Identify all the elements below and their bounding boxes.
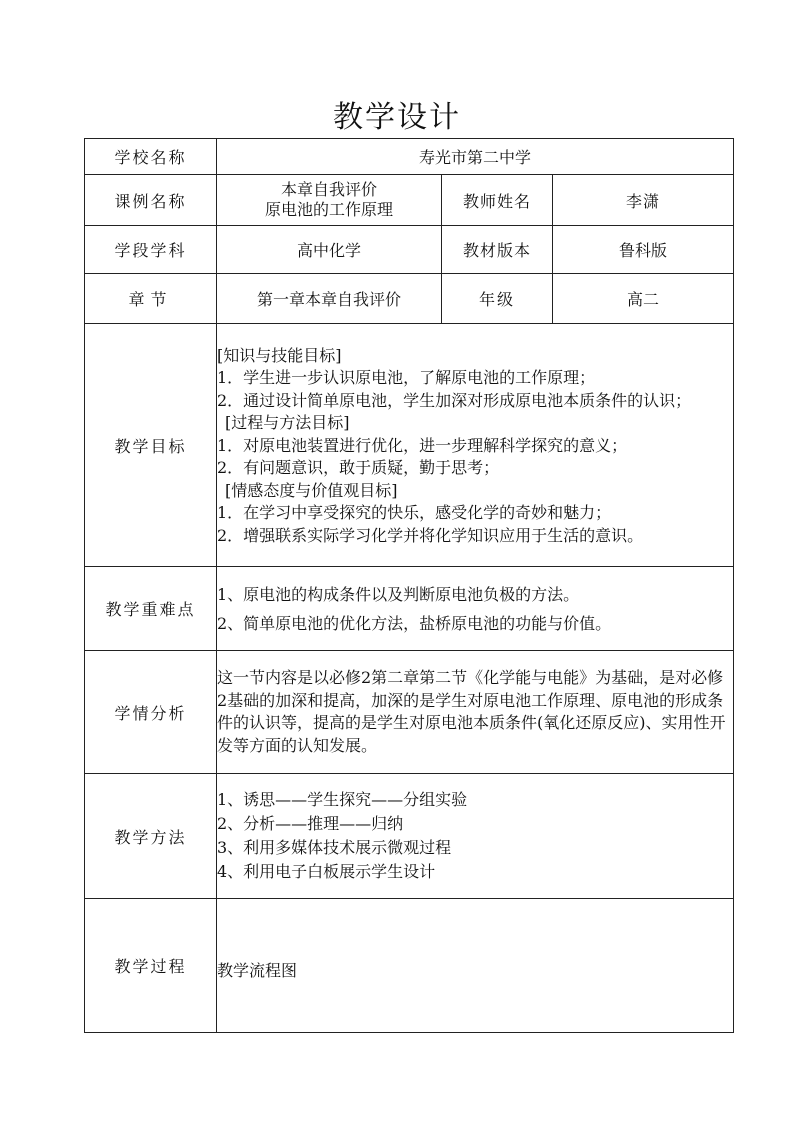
keypoints-content (217, 567, 734, 651)
goals-heading-emotion: [情感态度与价值观目标] (225, 480, 398, 500)
course-value-line1: 本章自我评价 (280, 180, 377, 199)
lesson-plan-table (84, 138, 734, 1033)
edition-value: 鲁科版 (553, 226, 734, 274)
analysis-label: 学情分析 (85, 651, 217, 774)
keypoints-label: 教学重难点 (85, 567, 217, 651)
school-label: 学校名称 (85, 139, 217, 175)
process-content: 教学流程图 (217, 899, 734, 1033)
keypoint-item: 2、简单原电池的优化方法，盐桥原电池的功能与价值。 (217, 613, 612, 633)
row-subject (85, 226, 734, 274)
page-title: 教学设计 (333, 100, 461, 135)
keypoint-item: 1、原电池的构成条件以及判断原电池负极的方法。 (217, 584, 580, 604)
goals-item: 2．有问题意识，敢于质疑，勤于思考； (217, 458, 500, 478)
course-label: 课例名称 (85, 175, 217, 226)
methods-content (217, 774, 734, 899)
goals-item: 2．通过设计简单原电池，学生加深对形成原电池本质条件的认识； (217, 390, 692, 410)
subject-value: 高中化学 (217, 226, 442, 274)
row-process (85, 899, 734, 1033)
goals-item: 1．对原电池装置进行优化，进一步理解科学探究的意义； (217, 435, 628, 455)
grade-value: 高二 (553, 274, 734, 324)
grade-label: 年级 (442, 274, 553, 324)
method-item: 2、分析——推理——归纳 (217, 814, 404, 833)
school-value: 寿光市第二中学 (217, 139, 734, 175)
row-course (85, 175, 734, 226)
teacher-value: 李潇 (553, 175, 734, 226)
course-value-line2: 原电池的工作原理 (264, 200, 393, 219)
goals-label: 教学目标 (85, 324, 217, 567)
row-school (85, 139, 734, 175)
chapter-value: 第一章本章自我评价 (217, 274, 442, 324)
analysis-content: 这一节内容是以必修2第二章第二节《化学能与电能》为基础，是对必修2基础的加深和提高，加深的是学生对原电池工作原理、原电池的形成条件的认识等，提高的是学生对原电池本质条件(氧化还原反应)、实用性开发等方面的认知发展。 (217, 651, 734, 774)
row-chapter (85, 274, 734, 324)
method-item: 3、利用多媒体技术展示微观过程 (217, 838, 452, 857)
methods-label: 教学方法 (85, 774, 217, 899)
chapter-label: 章节 (85, 274, 217, 324)
row-keypoints (85, 567, 734, 651)
row-analysis (85, 651, 734, 774)
goals-item: 1．学生进一步认识原电池，了解原电池的工作原理； (217, 368, 596, 388)
row-goals (85, 324, 734, 567)
method-item: 1、诱思——学生探究——分组实验 (217, 790, 468, 809)
goals-heading-knowledge: [知识与技能目标] (217, 345, 342, 365)
goals-item: 2．增强联系实际学习化学并将化学知识应用于生活的意识。 (217, 525, 644, 545)
course-value (217, 175, 442, 226)
goals-item: 1．在学习中享受探究的快乐，感受化学的奇妙和魅力； (217, 503, 612, 523)
goals-heading-process: [过程与方法目标] (225, 413, 350, 433)
process-label: 教学过程 (85, 899, 217, 1033)
method-item: 4、利用电子白板展示学生设计 (217, 862, 436, 881)
teacher-label: 教师姓名 (442, 175, 553, 226)
goals-content (217, 324, 734, 567)
edition-label: 教材版本 (442, 226, 553, 274)
subject-label: 学段学科 (85, 226, 217, 274)
row-methods (85, 774, 734, 899)
